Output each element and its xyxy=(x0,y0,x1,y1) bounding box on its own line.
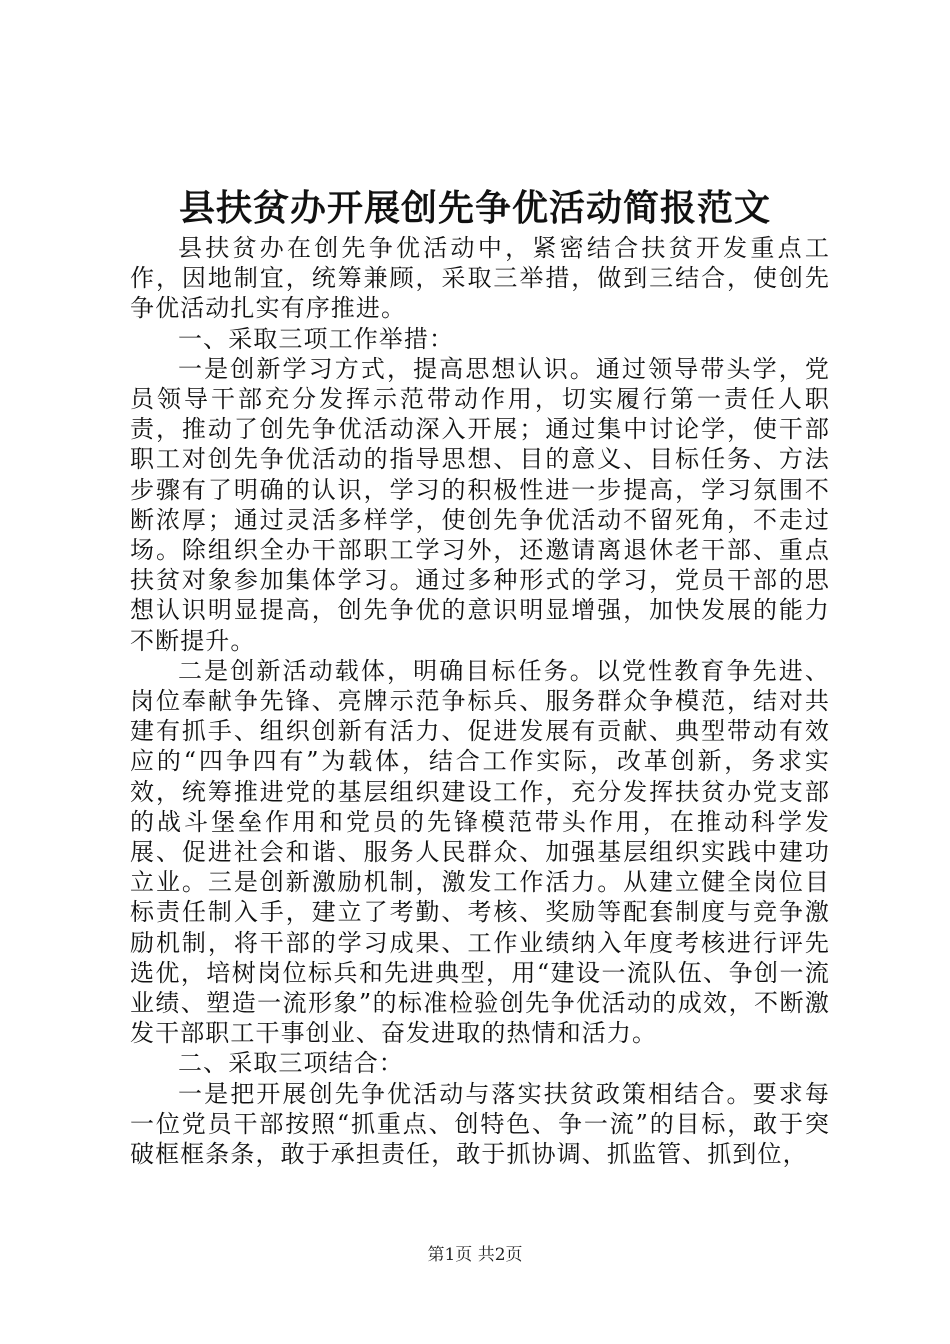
page-footer: 第1页 共2页 xyxy=(427,1245,523,1265)
document-body xyxy=(130,233,830,1169)
paragraph-combination-one: 一是把开展创先争优活动与落实扶贫政策相结合。要求每一位党员干部按照“抓重点、创特色、争一流”的目标，敢于突破框框条条，敢于承担责任，敢于抓协调、抓监管、抓到位， xyxy=(130,1079,830,1169)
section-heading-combinations: 二、采取三项结合： xyxy=(178,1049,404,1078)
document-title: 县扶贫办开展创先争优活动简报范文 xyxy=(178,187,771,229)
paragraph-measure-two-three: 二是创新活动载体，明确目标任务。以党性教育争先进、岗位奉献争先锋、亮牌示范争标兵、服务群众争模范，结对共建有抓手、组织创新有活力、促进发展有贡献、典型带动有效应的“四争四有”为载体，结合工作实际，改革创新，务求实效，统筹推进党的基层组织建设工作，充分发挥扶贫办党支部的战斗堡垒作用和党员的先锋模范带头作用，在推动科学发展、促进社会和谐、服务人民群众、加强基层组织实践中建功立业。三是创新激励机制，激发工作活力。从建立健全岗位目标责任制入手，建立了考勤、考核、奖励等配套制度与竞争激励机制，将干部的学习成果、工作业绩纳入年度考核进行评先选优，培树岗位标兵和先进典型，用“建设一流队伍、争创一流业绩、塑造一流形象”的标准检验创先争优活动的成效，不断激发干部职工干事创业、奋发进取的热情和活力。 xyxy=(130,656,830,1048)
paragraph-intro: 县扶贫办在创先争优活动中，紧密结合扶贫开发重点工作，因地制宜，统筹兼顾，采取三举措，做到三结合，使创先争优活动扎实有序推进。 xyxy=(130,234,830,323)
section-heading-measures: 一、采取三项工作举措： xyxy=(178,324,455,353)
paragraph-measure-one: 一是创新学习方式，提高思想认识。通过领导带头学，党员领导干部充分发挥示范带动作用，切实履行第一责任人职责，推动了创先争优活动深入开展；通过集中讨论学，使干部职工对创先争优活动的指导思想、目的意义、目标任务、方法步骤有了明确的认识，学习的积极性进一步提高，学习氛围不断浓厚；通过灵活多样学，使创先争优活动不留死角，不走过场。除组织全办干部职工学习外，还邀请离退休老干部、重点扶贫对象参加集体学习。通过多种形式的学习，党员干部的思想认识明显提高，创先争优的意识明显增强，加快发展的能力不断提升。 xyxy=(130,354,830,655)
